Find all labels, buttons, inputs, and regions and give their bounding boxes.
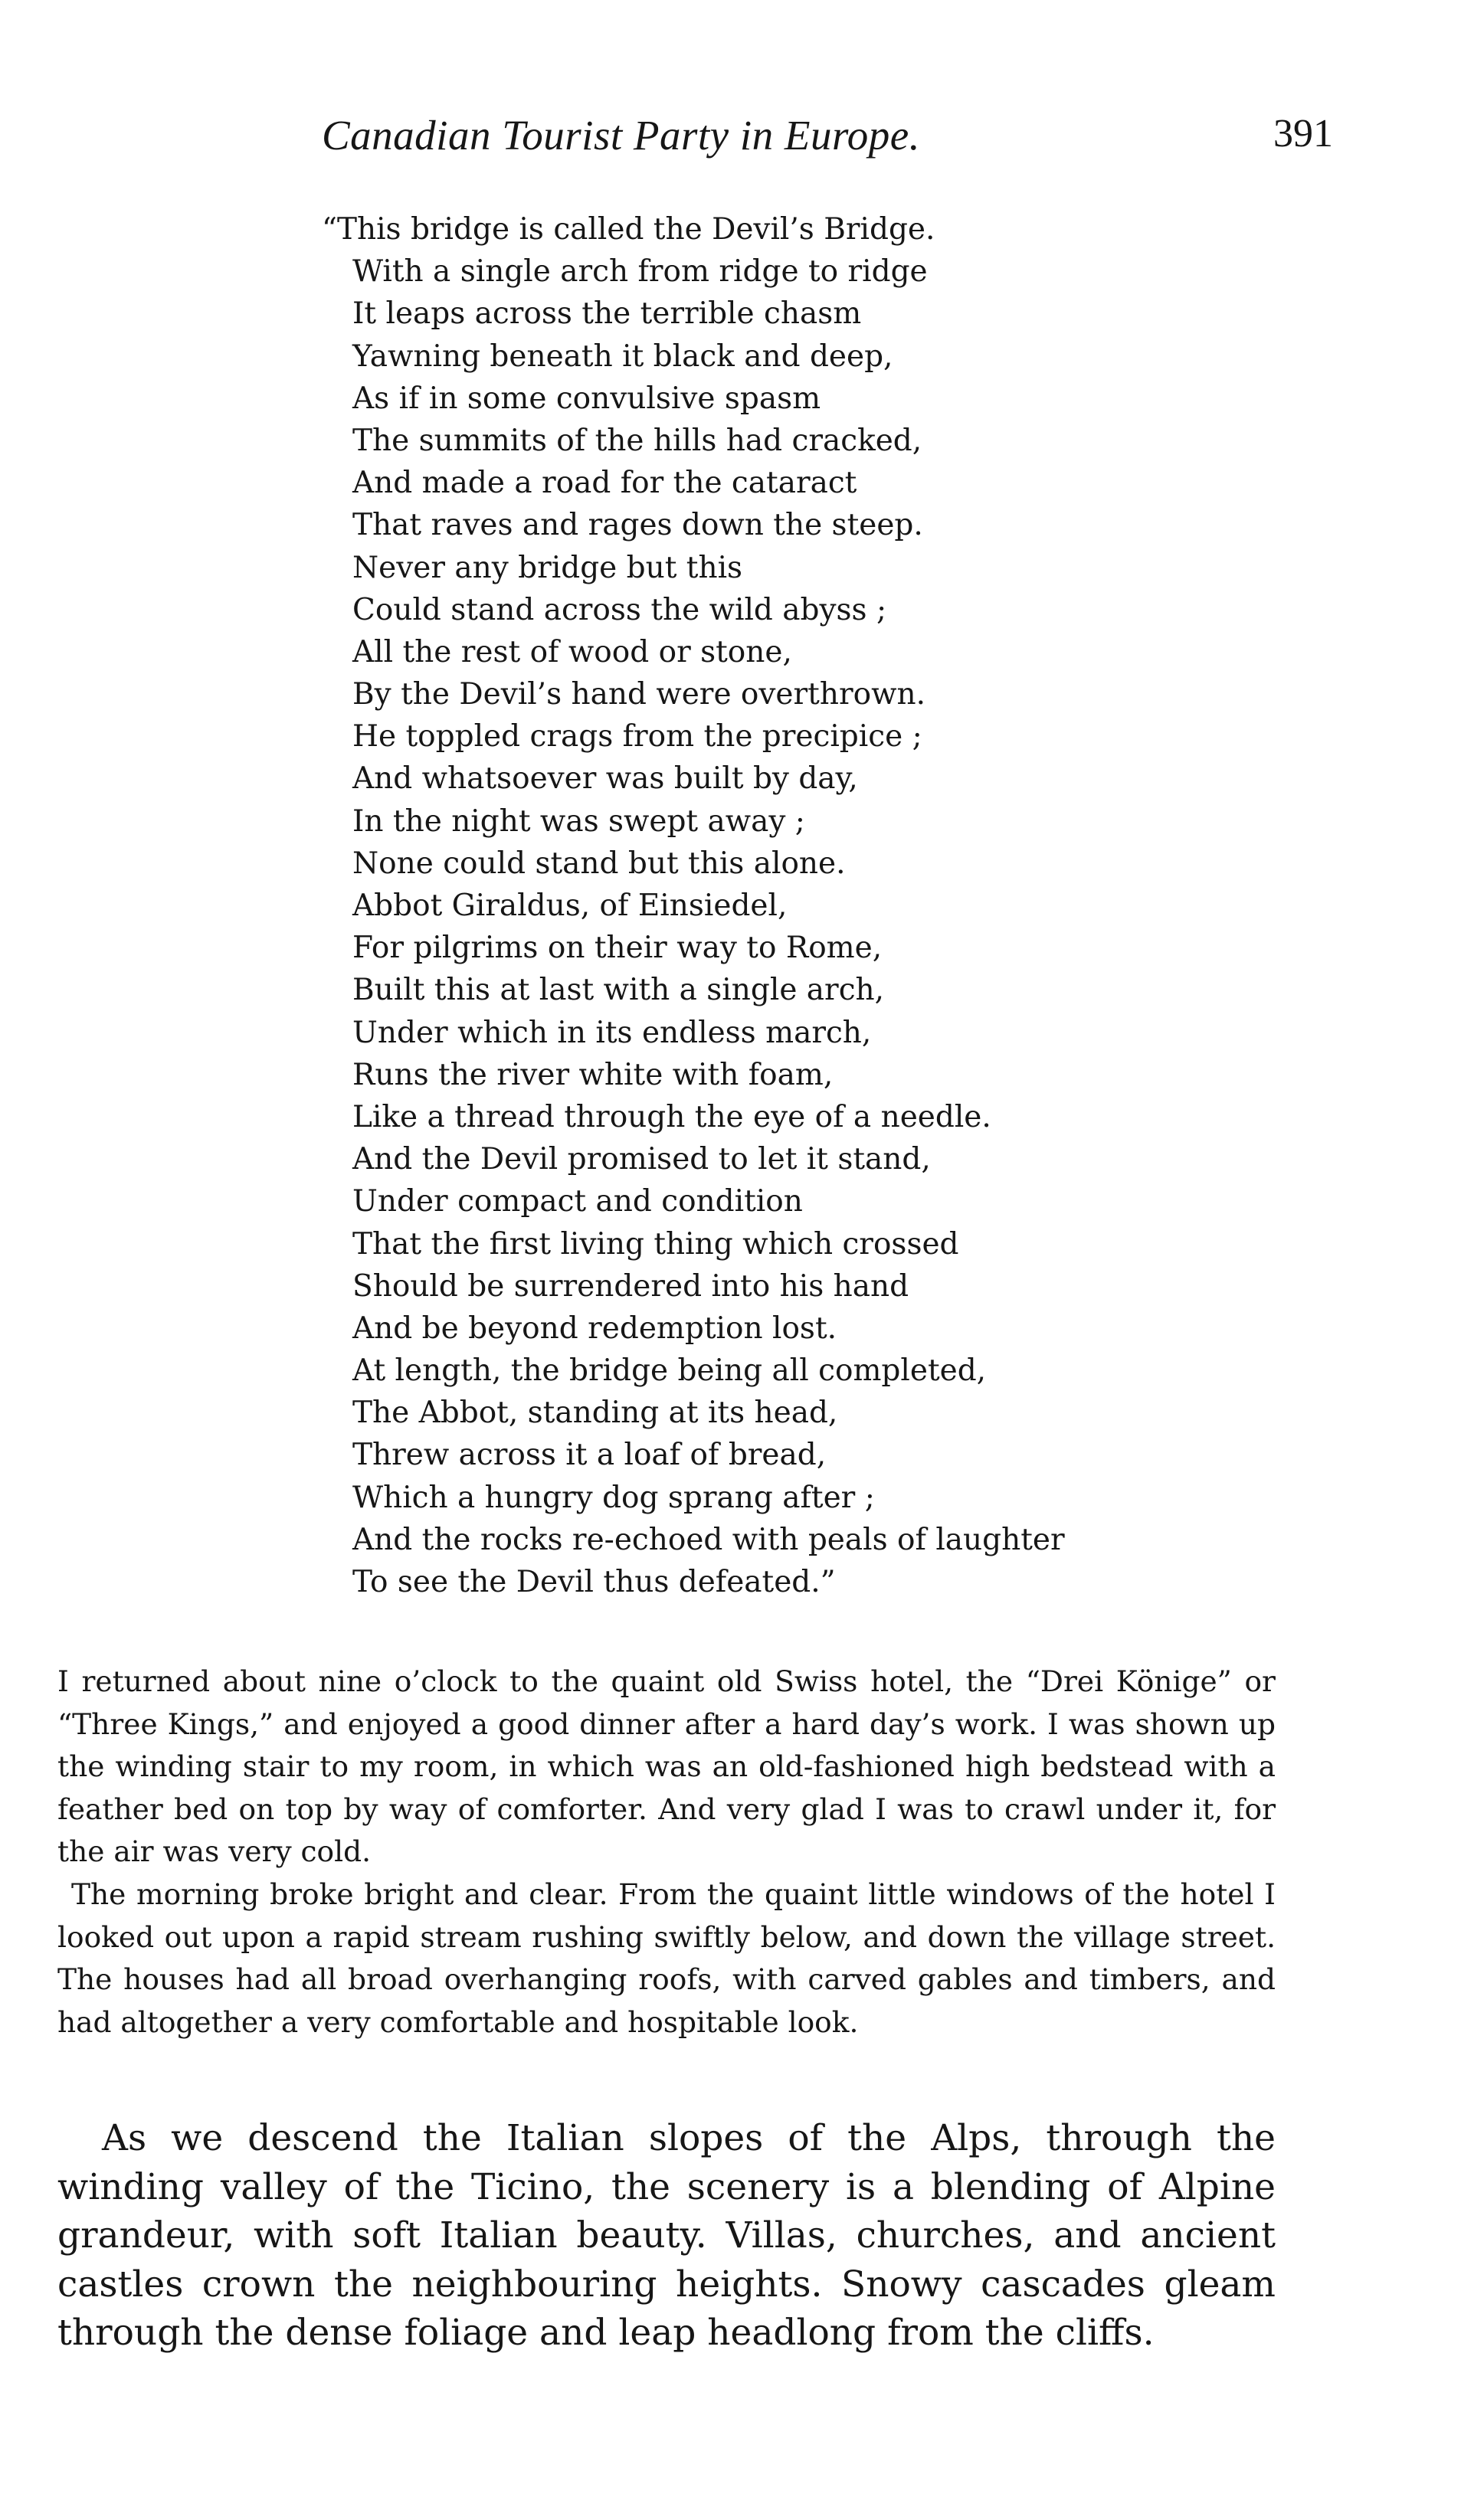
poem-line: Yawning beneath it black and deep, [352,339,893,374]
poem-line: In the night was swept away ; [352,803,805,839]
poem-line: Under compact and condition [352,1184,803,1219]
poem-line: For pilgrims on their way to Rome, [352,931,883,966]
poem-line: Which a hungry dog sprang after ; [352,1480,875,1515]
poem-line: Should be surrendered into his hand [352,1268,909,1304]
paragraph: I returned about nine o’clock to the quaint old Swiss hotel, the “Drei Könige” or “Three Kings,” and enjoyed a good dinner after a hard day’s work. I was shown up the winding stair to my room, in which was an old-fashioned high bedstead with a feather bed on top by way of comforter. And very glad I was to crawl under it, for the air was very cold. [57,1664,1276,1869]
poem-line: Could stand across the wild abyss ; [352,592,887,627]
poem-line: With a single arch from ridge to ridge [352,254,928,290]
poem-line: None could stand but this alone. [352,846,846,881]
poem-line: Runs the river white with foam, [352,1057,834,1092]
poem-line: And made a road for the cataract [352,466,857,501]
poem-line: Under which in its endless march, [352,1015,872,1050]
page-header [322,111,1333,172]
poem-line: Built this at last with a single arch, [352,973,885,1008]
poem-quotation [322,208,1165,1603]
poem-line: Threw across it a loaf of bread, [352,1438,827,1473]
poem-line: That raves and rages down the steep. [352,508,923,543]
poem-line: It leaps across the terrible chasm [352,296,862,332]
poem-line: As if in some convulsive spasm [352,381,821,416]
poem-line: And be beyond redemption lost. [352,1311,837,1346]
poem-line: “This bridge is called the Devil’s Bridge. [322,212,935,247]
poem-line: And whatsoever was built by day, [352,761,858,797]
poem-line: The summits of the hills had cracked, [352,423,922,458]
poem-line: All the rest of wood or stone, [352,634,792,669]
running-title: Canadian Tourist Party in Europe. [322,112,920,159]
poem-line: The Abbot, standing at its head, [352,1396,838,1431]
page-number: 391 [1273,112,1333,155]
poem-line: Never any bridge but this [352,550,743,585]
large-type-text [57,2114,1276,2358]
body-text [57,1661,1276,2044]
poem-line: He toppled crags from the precipice ; [352,719,922,754]
poem-line: To see the Devil thus defeated.” [352,1565,836,1599]
poem-line: And the rocks re-echoed with peals of laughter [352,1522,1065,1557]
poem-line: That the first living thing which crossed [352,1226,959,1262]
poem-line: Like a thread through the eye of a needle. [352,1099,991,1134]
poem-line: By the Devil’s hand were overthrown. [352,677,925,712]
paragraph: As we descend the Italian slopes of the Alps, through the winding valley of the Ticino, the scenery is a blending of Alpine grandeur, with soft Italian beauty. Villas, churches, and ancient castles crown the neighbouring heights. Snowy cascades gleam through the dense foliage and leap headlong from the cliffs. [57,2117,1276,2354]
poem-line: At length, the bridge being all completed, [352,1353,987,1389]
poem-line: And the Devil promised to let it stand, [352,1142,931,1177]
poem-line: Abbot Giraldus, of Einsiedel, [352,889,788,923]
paragraph: The morning broke bright and clear. From the quaint little windows of the hotel I looked out upon a rapid stream rushing swiftly below, and down the village street. The houses had all broad overhanging roofs, with carved gables and timbers, and had altogether a very comfortable and hospitable look. [57,1877,1276,2039]
